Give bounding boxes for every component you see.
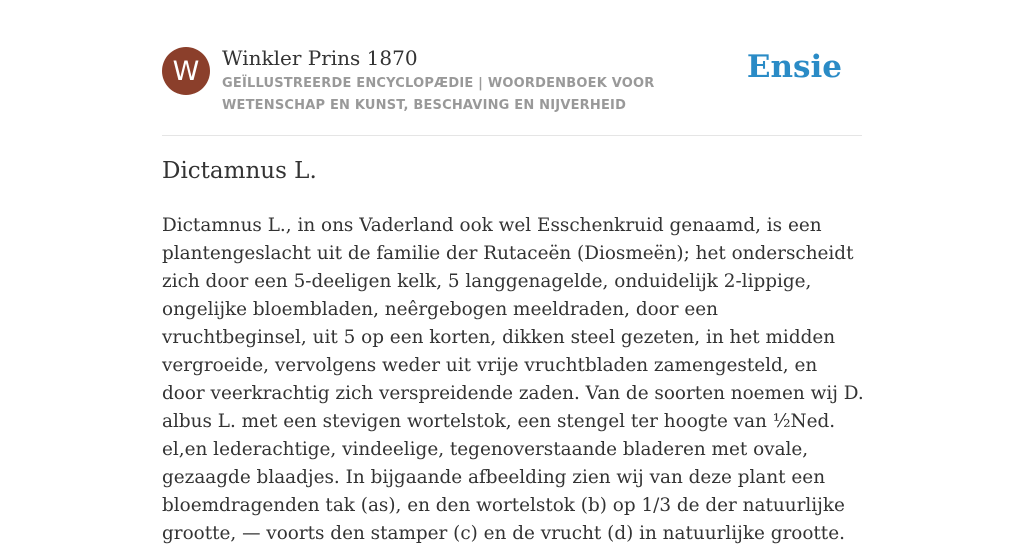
entry-body: Dictamnus L., in ons Vaderland ook wel Esschenkruid genaamd, is een plantengeslacht uit de familie der Rutaceën (Diosmeën); het onderscheidt zich door een 5-deeligen kelk, 5 langgenagelde, onduidelijk 2-lippige, ongelijke bloembladen, neêrgebogen meeldraden, door een vruchtbeginsel, uit 5 op een korten, dikken steel gezeten, in het midden vergroeide, vervolgens weder uit vrije vruchtbladen zamengesteld, en door veerkrachtig zich verspreidende zaden. Van de soorten noemen wij D. albus L. met een stevigen wortelstok, een stengel ter hoogte van ½Ned. el,en lederachtige, vindeelige, tegenoverstaande bladeren met ovale, gezaagde blaadjes. In bijgaande afbeelding zien wij van deze plant een bloemdragenden tak (as), en den wortelstok (b) op 1/3 de der natuurlijke grootte, — voorts den stamper (c) en de vrucht (d) in natuurlijke grootte. bbox=[162, 215, 864, 544]
header-divider bbox=[162, 135, 862, 136]
source-subtitle: GEÏLLUSTREERDE ENCYCLOPÆDIE | WOORDENBOEK VOOR WETENSCHAP EN KUNST, BESCHAVING EN NIJVERHEID bbox=[222, 76, 655, 113]
source-avatar[interactable]: W bbox=[162, 47, 210, 95]
source-header bbox=[162, 45, 862, 135]
ensie-logo-link[interactable]: Ensie bbox=[746, 49, 842, 85]
source-title[interactable]: Winkler Prins 1870 bbox=[222, 46, 418, 70]
entry-title: Dictamnus L. bbox=[162, 158, 317, 184]
